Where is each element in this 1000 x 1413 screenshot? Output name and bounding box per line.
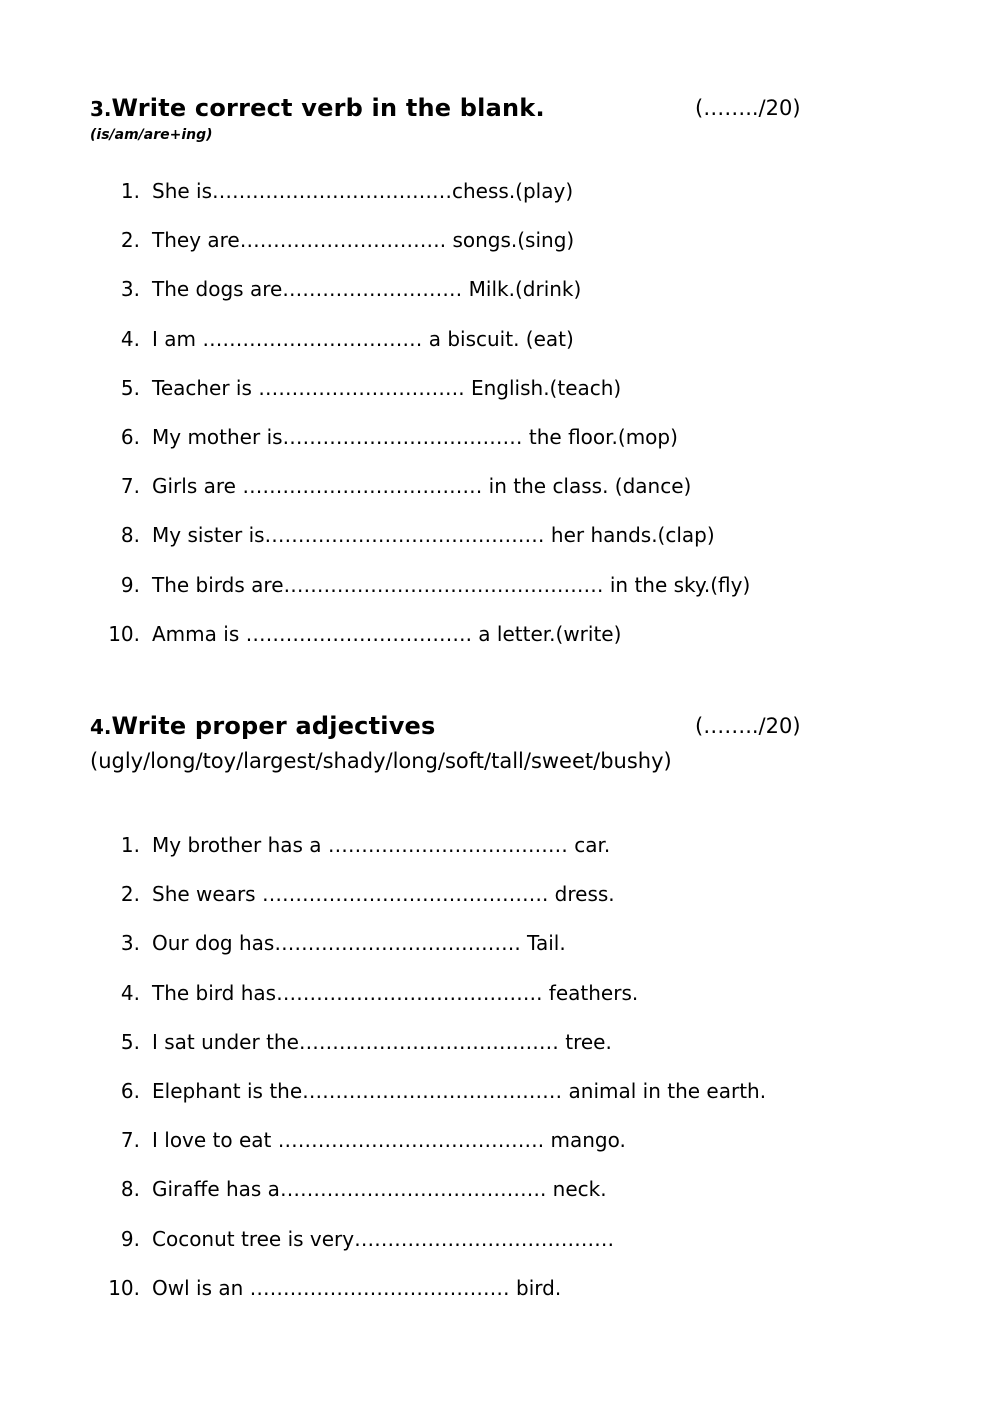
question-text: Coconut tree is very………………………………… (152, 1226, 615, 1251)
question-number: 7. (120, 1128, 140, 1153)
question-text: My mother is……………………………… the floor.(mop) (152, 424, 678, 449)
question-text: They are…………………………. songs.(sing) (152, 228, 575, 253)
question-list (90, 830, 810, 1322)
question-item (90, 176, 810, 225)
question-item (90, 373, 810, 422)
section-title (90, 90, 545, 127)
section-title-text: Write correct verb in the blank. (111, 94, 545, 122)
question-number: 9. (120, 1226, 140, 1251)
question-text: I love to eat …………………………………. mango. (152, 1128, 626, 1153)
question-item (90, 274, 810, 323)
question-text: She is………………………………chess.(play) (152, 179, 574, 203)
question-number: 10. (108, 621, 140, 646)
question-number: 6. (120, 1078, 140, 1103)
question-item (90, 422, 810, 471)
section-title-text: Write proper adjectives (111, 712, 436, 740)
question-number: 7. (120, 474, 140, 499)
question-text: Teacher is …………………………. English.(teach) (152, 375, 622, 400)
question-text: Elephant is the………………………………… animal in the earth. (152, 1078, 767, 1103)
question-text: I sat under the………………………………… tree. (152, 1029, 612, 1054)
question-item (90, 1273, 810, 1322)
section-title (90, 708, 436, 745)
word-bank: (ugly/long/toy/largest/shady/long/soft/tall/sweet/bushy) (90, 749, 672, 773)
question-text: I am …………………………… a biscuit. (eat) (152, 326, 574, 351)
question-item (90, 1027, 810, 1076)
question-number: 5. (120, 1029, 140, 1054)
question-number: 2. (120, 882, 140, 907)
question-text: The bird has…………………………………. feathers. (152, 980, 639, 1005)
question-item (90, 928, 810, 977)
question-text: Amma is ……………………………. a letter.(write) (152, 621, 622, 646)
question-number: 5. (120, 375, 140, 400)
question-number: 10. (108, 1275, 140, 1300)
question-text: My brother has a ……………………………… car. (152, 833, 611, 857)
question-item (90, 570, 810, 619)
question-number: 4. (120, 326, 140, 351)
question-item (90, 830, 810, 879)
question-text: She wears ……………………………………. dress. (152, 882, 615, 907)
verb-exercise-section (90, 90, 810, 668)
question-number: 3. (120, 277, 140, 302)
word-hint: (is/am/are+ing) (90, 127, 213, 143)
question-number: 3. (120, 931, 140, 956)
question-item (90, 471, 810, 520)
question-item (90, 324, 810, 373)
score-box: (……../20) (695, 714, 801, 738)
question-text: Girls are ……………………………… in the class. (dance) (152, 474, 692, 499)
question-list (90, 176, 810, 668)
section-header (90, 90, 810, 126)
question-number: 6. (120, 424, 140, 449)
section-number: 4. (90, 715, 112, 739)
question-number: 2. (120, 228, 140, 253)
question-item (90, 1174, 810, 1223)
question-text: The birds are………………………………………… in the sky.(fly) (152, 572, 751, 597)
question-text: Our dog has………………………………. Tail. (152, 931, 566, 956)
question-item (90, 225, 810, 274)
question-number: 9. (120, 572, 140, 597)
question-item (90, 1076, 810, 1125)
question-number: 8. (120, 523, 140, 548)
question-number: 1. (120, 833, 140, 857)
question-text: Owl is an ………………………………… bird. (152, 1275, 562, 1300)
question-item (90, 978, 810, 1027)
score-box: (……../20) (695, 96, 801, 120)
section-header (90, 708, 810, 744)
question-number: 1. (120, 179, 140, 203)
question-item (90, 879, 810, 928)
section-number: 3. (90, 97, 112, 121)
adjective-exercise-section (90, 708, 810, 1322)
question-item (90, 520, 810, 569)
question-text: My sister is…………………………………… her hands.(clap) (152, 523, 715, 548)
question-text: The dogs are……………………… Milk.(drink) (152, 277, 582, 302)
question-item (90, 619, 810, 668)
question-item (90, 1125, 810, 1174)
question-item (90, 1224, 810, 1273)
question-text: Giraffe has a…………………………………. neck. (152, 1177, 607, 1202)
question-number: 4. (120, 980, 140, 1005)
question-number: 8. (120, 1177, 140, 1202)
